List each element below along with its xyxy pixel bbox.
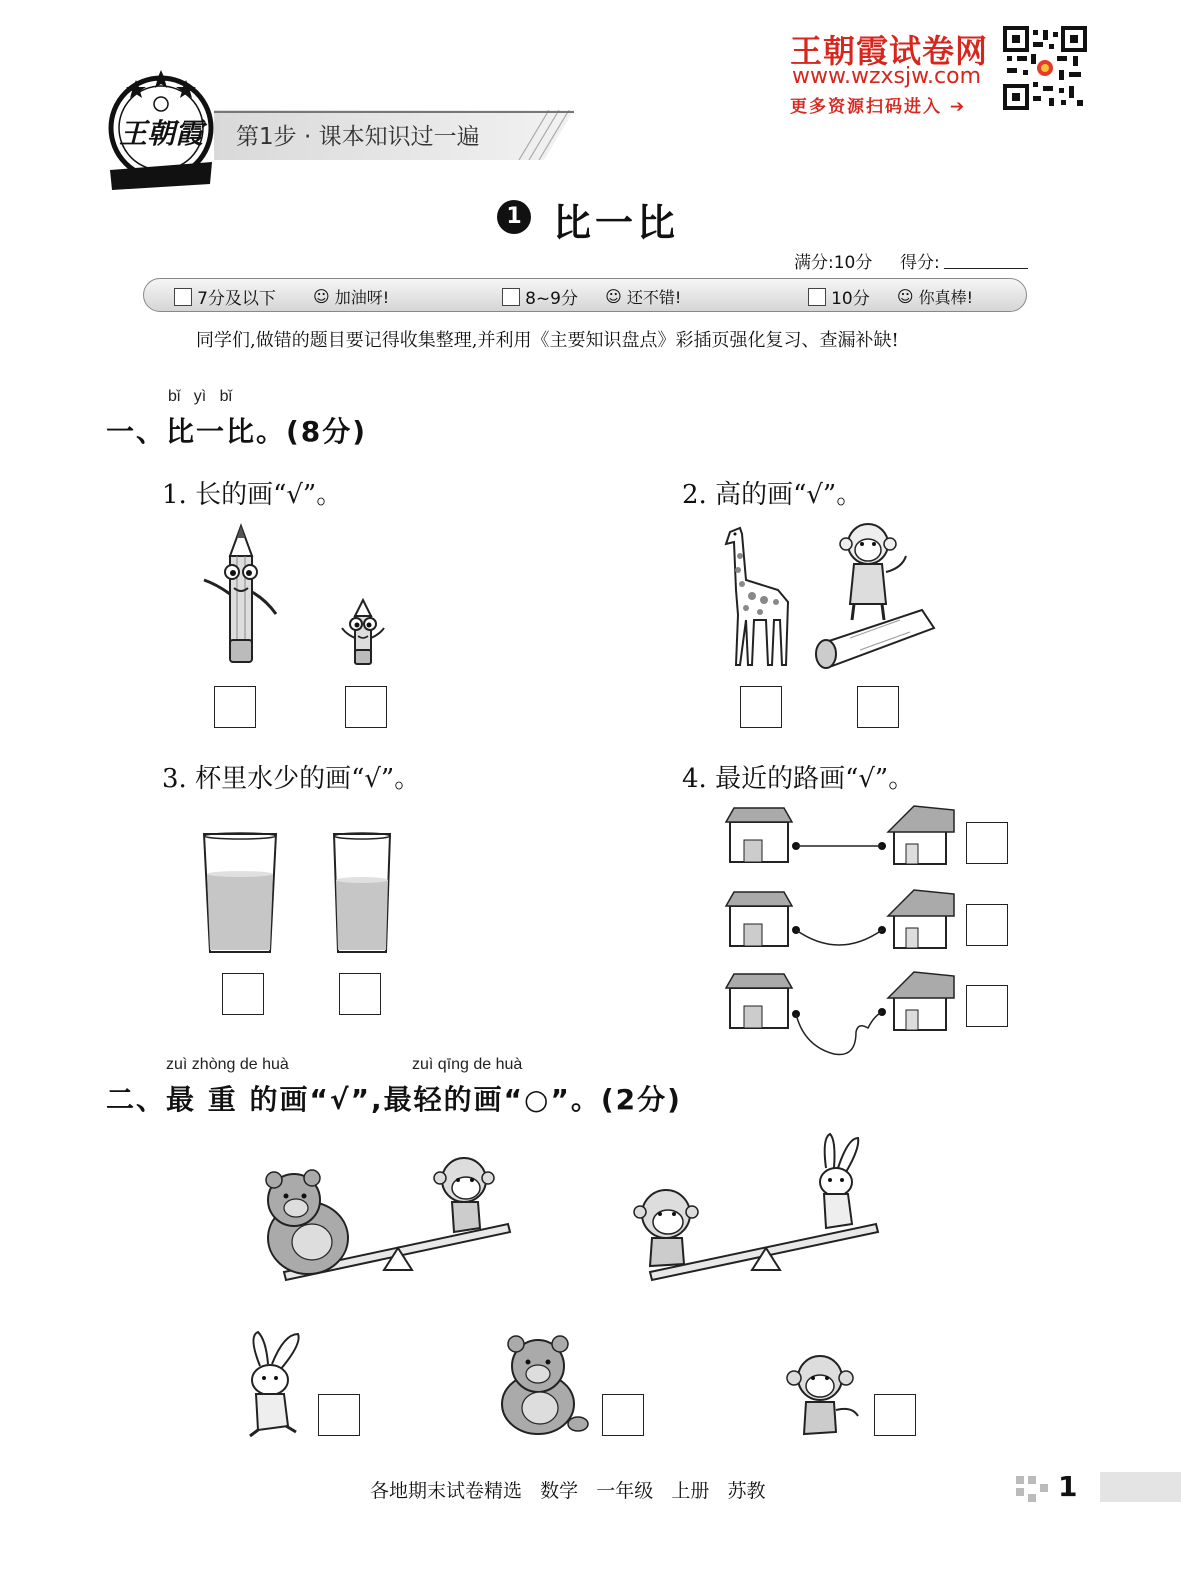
rating-range: 7分及以下: [197, 289, 276, 309]
q2-title: 二、最 重 的画“√”,最轻的画“○”。(2分): [106, 1083, 682, 1116]
answer-box[interactable]: [966, 904, 1008, 946]
qr-code[interactable]: [1003, 26, 1087, 110]
score-field[interactable]: [944, 268, 1028, 269]
answer-box[interactable]: [740, 686, 782, 728]
step-banner: [214, 110, 574, 160]
seesaw-bear-monkey: [256, 1146, 516, 1282]
lesson-title: 比一比: [553, 201, 680, 245]
answer-box[interactable]: [874, 1394, 916, 1436]
score-label: 得分:: [900, 253, 940, 273]
brand-url[interactable]: www.wzxsjw.com: [792, 64, 982, 89]
rating-comment: 加油呀!: [334, 288, 390, 307]
rating-comment: 你真棒!: [918, 288, 974, 307]
smiley-icon: ☺: [313, 287, 330, 306]
cup-image: [330, 830, 394, 956]
long-pencil-image: [196, 522, 286, 668]
short-pencil-image: [336, 598, 390, 668]
q1-part3-label: 3. 杯里水少的画“√”。: [162, 764, 421, 794]
full-score: 满分:10分: [794, 253, 873, 273]
rating-item: [174, 284, 389, 308]
footer-decor: [1016, 1476, 1050, 1502]
answer-box[interactable]: [857, 686, 899, 728]
q1-title: 一、比一比。(8分): [106, 415, 368, 448]
footer-bar: [1100, 1472, 1181, 1502]
step-label: 第1步 · 课本知识过一遍: [236, 124, 480, 150]
answer-box[interactable]: [602, 1394, 644, 1436]
monkey-on-log-image: [810, 520, 940, 670]
q1-part1-label: 1. 长的画“√”。: [162, 480, 343, 510]
answer-box[interactable]: [966, 985, 1008, 1027]
tip-text: 同学们,做错的题目要记得收集整理,并利用《主要知识盘点》彩插页强化复习、查漏补缺!: [196, 330, 899, 351]
q2-pinyin-a: zuì zhòng de huà: [166, 1056, 289, 1073]
route-winding: [724, 966, 964, 1062]
answer-box[interactable]: [345, 686, 387, 728]
smiley-icon: ☺: [605, 287, 622, 306]
q1-pinyin: bǐ yì bǐ: [168, 388, 233, 405]
rating-range: 10分: [831, 289, 870, 309]
answer-box[interactable]: [339, 973, 381, 1015]
q2-pinyin-b: zuì qīng de huà: [412, 1056, 523, 1073]
logo-badge: [106, 66, 216, 192]
answer-box[interactable]: [222, 973, 264, 1015]
rating-range: 8~9分: [525, 289, 578, 309]
q1-part2-label: 2. 高的画“√”。: [682, 480, 863, 510]
route-curved: [724, 884, 964, 956]
q1-part4-label: 4. 最近的路画“√”。: [682, 764, 915, 794]
rating-checkbox[interactable]: [174, 288, 192, 306]
answer-box[interactable]: [318, 1394, 360, 1436]
arrow-right-icon: ➔: [949, 97, 967, 117]
rabbit-image: [236, 1330, 310, 1438]
monkey-image: [780, 1350, 862, 1438]
rating-item: [502, 284, 681, 308]
footer-text: 各地期末试卷精选 数学 一年级 上册 苏教: [370, 1480, 766, 1502]
answer-box[interactable]: [966, 822, 1008, 864]
rating-checkbox[interactable]: [808, 288, 826, 306]
cup-image: [200, 830, 280, 956]
smiley-icon: ☺: [896, 287, 914, 306]
route-straight: [724, 800, 964, 872]
logo-text: 王朝霞: [118, 117, 203, 150]
page-number: 1: [1058, 1470, 1078, 1503]
answer-box[interactable]: [214, 686, 256, 728]
bear-image: [498, 1330, 590, 1436]
rating-checkbox[interactable]: [502, 288, 520, 306]
rating-item: [808, 284, 973, 308]
brand-title: 王朝霞试卷网: [790, 32, 989, 70]
seesaw-monkey-rabbit: [626, 1132, 886, 1282]
brand-scan: 更多资源扫码进入 ➔: [790, 97, 967, 117]
rating-comment: 还不错!: [626, 288, 682, 307]
giraffe-image: [716, 520, 796, 670]
lesson-number-badge: 1: [497, 200, 531, 234]
